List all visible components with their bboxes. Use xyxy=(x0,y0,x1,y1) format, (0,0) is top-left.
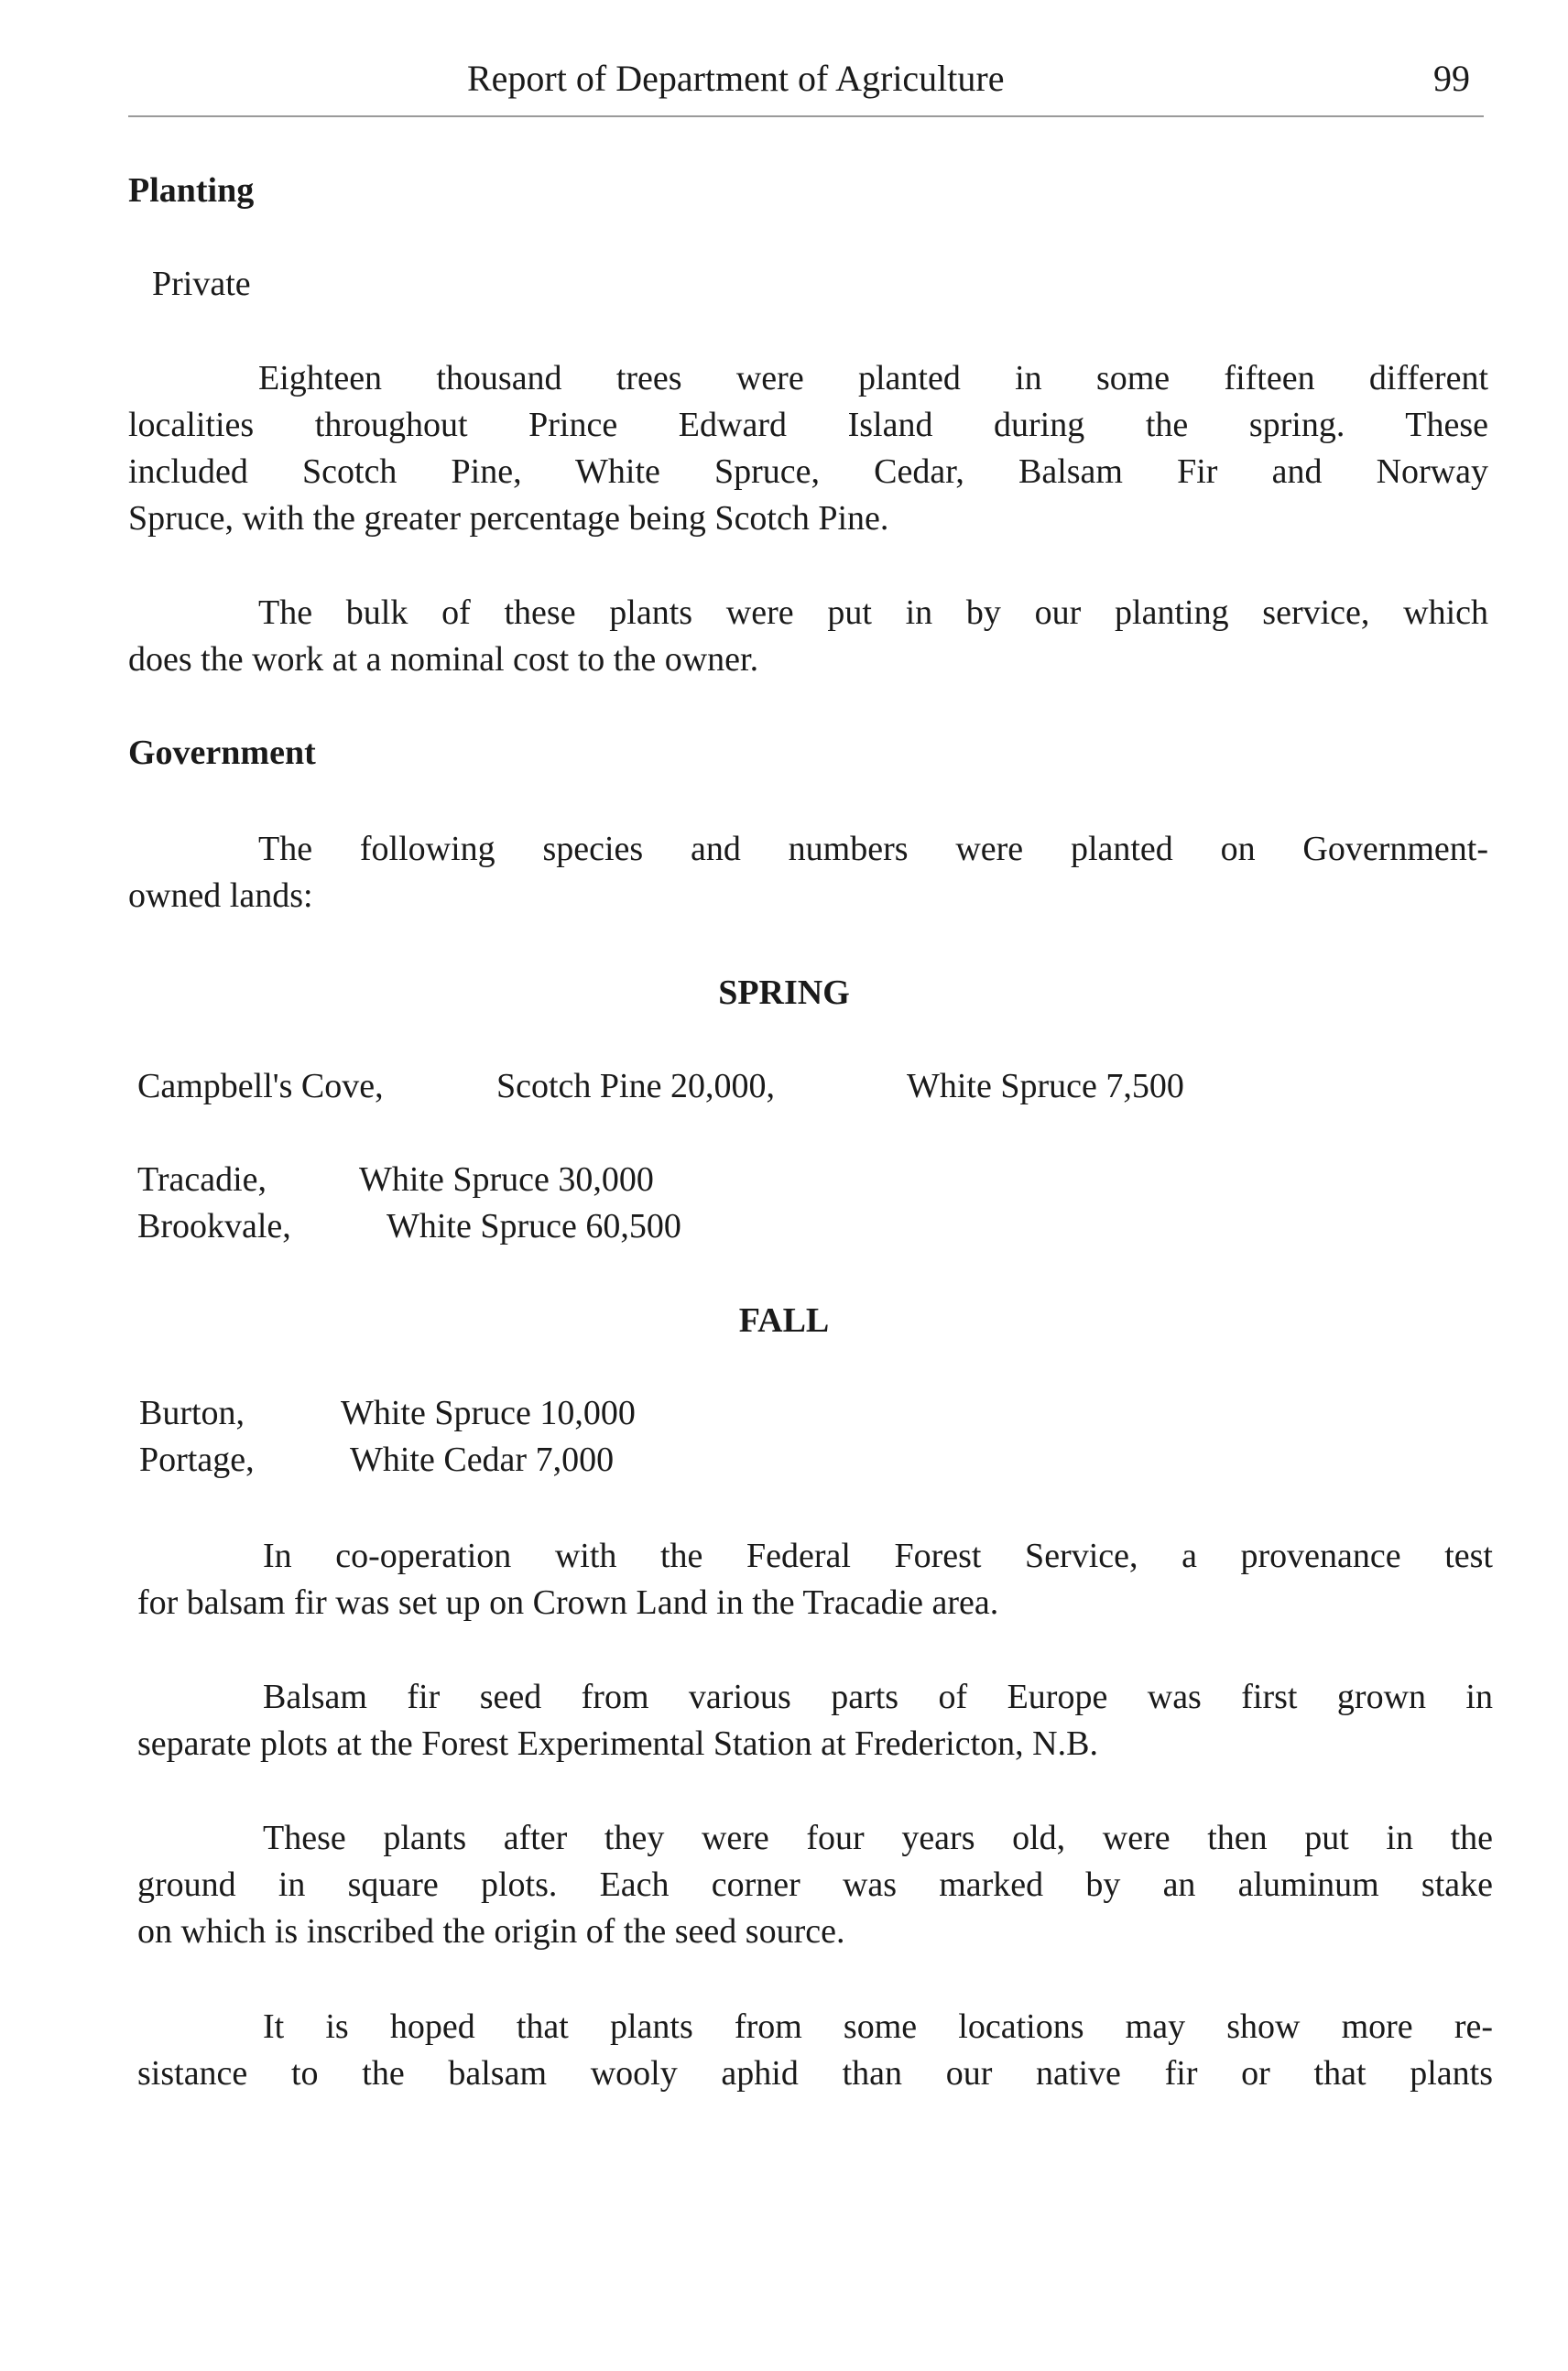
text-line: Balsam fir seed from various parts of Europe was first grown in xyxy=(263,1678,1493,1716)
text-line: sistance to the balsam wooly aphid than our native fir or that plants xyxy=(137,2054,1493,2093)
closing-paragraph-4 xyxy=(137,2004,1493,2097)
closing-paragraph-2 xyxy=(137,1674,1493,1767)
private-heading: Private xyxy=(152,265,251,303)
closing-paragraph-1 xyxy=(137,1533,1493,1626)
spring-heading: SPRING xyxy=(718,973,850,1012)
text-line: on which is inscribed the origin of the seed source. xyxy=(137,1912,845,1951)
text-line: These plants after they were four years old, were then put in the xyxy=(263,1819,1493,1857)
place-name: Campbell's Cove, xyxy=(137,1067,384,1105)
text-line: does the work at a nominal cost to the owner. xyxy=(128,640,759,679)
text-line: The bulk of these plants were put in by our planting service, which xyxy=(258,593,1488,632)
text-line: owned lands: xyxy=(128,876,313,915)
fall-heading: FALL xyxy=(738,1301,830,1340)
place-name: Tracadie, xyxy=(137,1160,267,1199)
planting-heading: Planting xyxy=(128,171,255,210)
planting-entry: Scotch Pine 20,000, xyxy=(496,1067,775,1105)
government-heading: Government xyxy=(128,734,316,772)
text-line: Eighteen thousand trees were planted in some fifteen different xyxy=(258,359,1488,397)
text-line: separate plots at the Forest Experimental Station at Fredericton, N.B. xyxy=(137,1724,1098,1763)
government-paragraph xyxy=(128,826,1488,919)
place-name: Portage, xyxy=(139,1441,255,1479)
text-line: The following species and numbers were planted on Government- xyxy=(258,830,1488,868)
text-line: Spruce, with the greater percentage being Scotch Pine. xyxy=(128,499,889,538)
private-paragraph-1 xyxy=(128,355,1488,542)
text-line: for balsam fir was set up on Crown Land in the Tracadie area. xyxy=(137,1583,999,1622)
planting-entry: White Spruce 30,000 xyxy=(359,1160,654,1199)
planting-entry: White Spruce 60,500 xyxy=(387,1207,681,1245)
text-line: In co-operation with the Federal Forest Service, a provenance test xyxy=(263,1537,1493,1575)
header-rule xyxy=(128,115,1484,117)
text-line: ground in square plots. Each corner was marked by an aluminum stake xyxy=(137,1865,1493,1904)
place-name: Burton, xyxy=(139,1394,245,1432)
text-line: included Scotch Pine, White Spruce, Cedar, Balsam Fir and Norway xyxy=(128,452,1488,491)
page-number: 99 xyxy=(1433,58,1470,99)
planting-entry: White Cedar 7,000 xyxy=(350,1441,615,1479)
planting-entry: White Spruce 10,000 xyxy=(341,1394,636,1432)
place-name: Brookvale, xyxy=(137,1207,291,1245)
planting-entry: White Spruce 7,500 xyxy=(907,1067,1184,1105)
closing-paragraph-3 xyxy=(137,1815,1493,1955)
private-paragraph-2 xyxy=(128,590,1488,683)
text-line: localities throughout Prince Edward Island during the spring. These xyxy=(128,406,1488,444)
text-line: It is hoped that plants from some locations may show more re- xyxy=(263,2007,1493,2046)
running-header-title: Report of Department of Agriculture xyxy=(467,58,1005,99)
